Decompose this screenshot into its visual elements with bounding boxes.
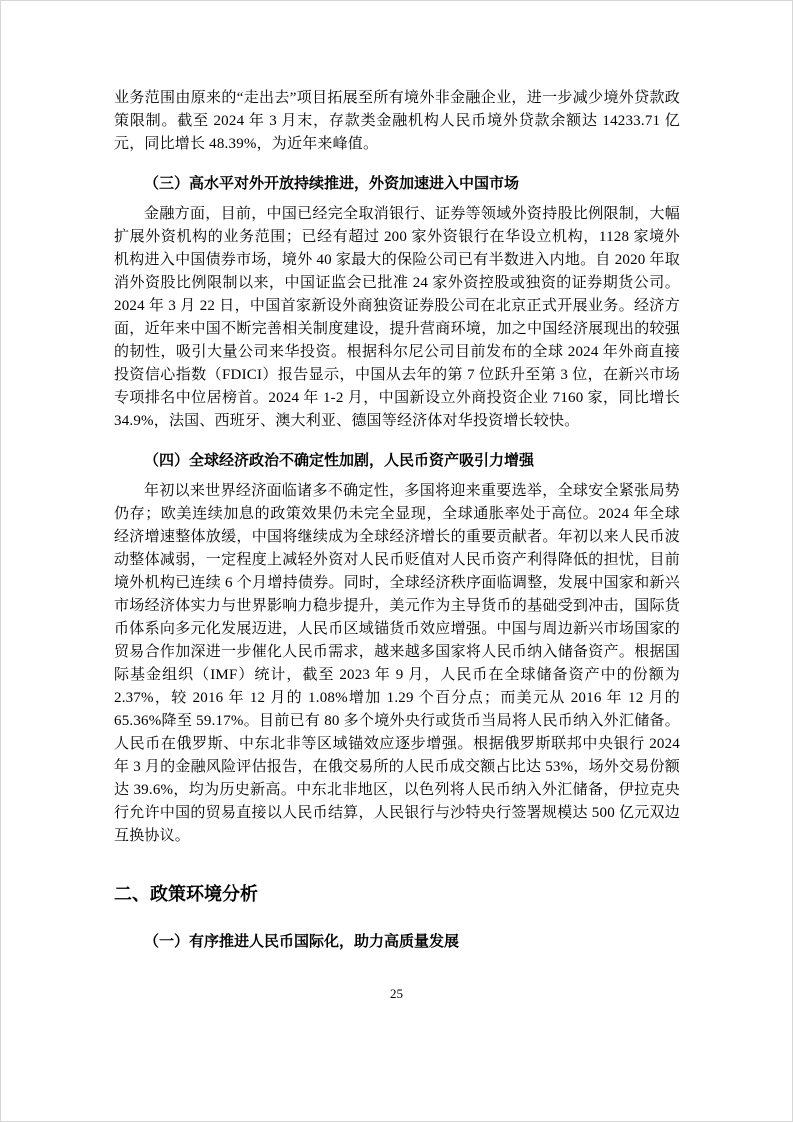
heading-section-3-opening-up: （三）高水平对外开放持续推进，外资加速进入中国市场	[144, 175, 520, 192]
paragraph-global-economy-rmb: 年初以来世界经济面临诸多不确定性，多国将迎来重要选举，全球安全紧张局势仍存；欧美连续加息的政策效果仍未完全显现，全球通胀率处于高位。2024 年全球经济增速整体放缓，中国将继续成为全球经济增长的重要贡献者。年初以来人民币波动整体减弱，一定程度上减轻外资对人民币贬值对人民币资产利得降低的担忧，目前境外机构已连续 6 个月增持债券。同时，全球经济秩序面临调整，发展中国家和新兴市场经济体实力与世界影响力稳步提升，美元作为主导货币的基础受到冲击，国际货币体系向多元化发展迈进，人民币区域锚货币效应增强。中国与周边新兴市场国家的贸易合作加深进一步催化人民币需求，越来越多国家将人民币纳入储备资产。根据国际基金组织（IMF）统计，截至 2023 年 9 月，人民币在全球储备资产中的份额为 2.37%，较 2016 年 12 月的 1.08%增加 1.29 个百分点；而美元从 2016 年 12 月的 65.36%降至 59.17%。目前已有 80 多个境外央行或货币当局将人民币纳入外汇储备。人民币在俄罗斯、中东北非等区域锚效应逐步增强。根据俄罗斯联邦中央银行 2024 年 3 月的金融风险评估报告，在俄交易所的人民币成交额占比达 53%，场外交易份额达 39.6%，均为历史新高。中东北非地区，以色列将人民币纳入外汇储备，伊拉克央行允许中国的贸易直接以人民币结算，人民银行与沙特央行签署规模达 500 亿元双边互换协议。	[114, 483, 680, 844]
heading-section-1-rmb-internationalization: （一）有序推进人民币国际化，助力高质量发展	[144, 933, 460, 950]
page-content	[1, 1, 792, 953]
page-number: 25	[390, 986, 403, 1001]
heading-section-4-rmb-attractiveness: （四）全球经济政治不确定性加剧，人民币资产吸引力增强	[144, 452, 535, 469]
heading-chapter-2-policy-environment: 二、政策环境分析	[114, 884, 258, 904]
paragraph-overseas-loans: 业务范围由原来的“走出去”项目拓展至所有境外非金融企业，进一步减少境外贷款政策限制。截至 2024 年 3 月末，存款类金融机构人民币境外贷款余额达 14233.71 亿元，同比增长 48.39%，为近年来峰值。	[114, 90, 680, 152]
paragraph-foreign-investment: 金融方面，目前，中国已经完全取消银行、证券等领域外资持股比例限制，大幅扩展外资机构的业务范围；已经有超过 200 家外资银行在华设立机构，1128 家境外机构进入中国债券市场，境外 40 家最大的保险公司已有半数进入内地。自 2020 年取消外资股比例限制以来，中国证监会已批准 24 家外资控股或独资的证券期货公司。2024 年 3 月 22 日，中国首家新设外商独资证券股公司在北京正式开展业务。经济方面，近年来中国不断完善相关制度建设，提升营商环境，加之中国经济展现出的较强的韧性，吸引大量公司来华投资。根据科尔尼公司目前发布的全球 2024 年外商直接投资信心指数（FDICI）报告显示，中国从去年的第 7 位跃升至第 3 位，在新兴市场专项排名中位居榜首。2024 年 1-2 月，中国新设立外商投资企业 7160 家，同比增长 34.9%，法国、西班牙、澳大利亚、德国等经济体对华投资增长较快。	[114, 206, 680, 429]
